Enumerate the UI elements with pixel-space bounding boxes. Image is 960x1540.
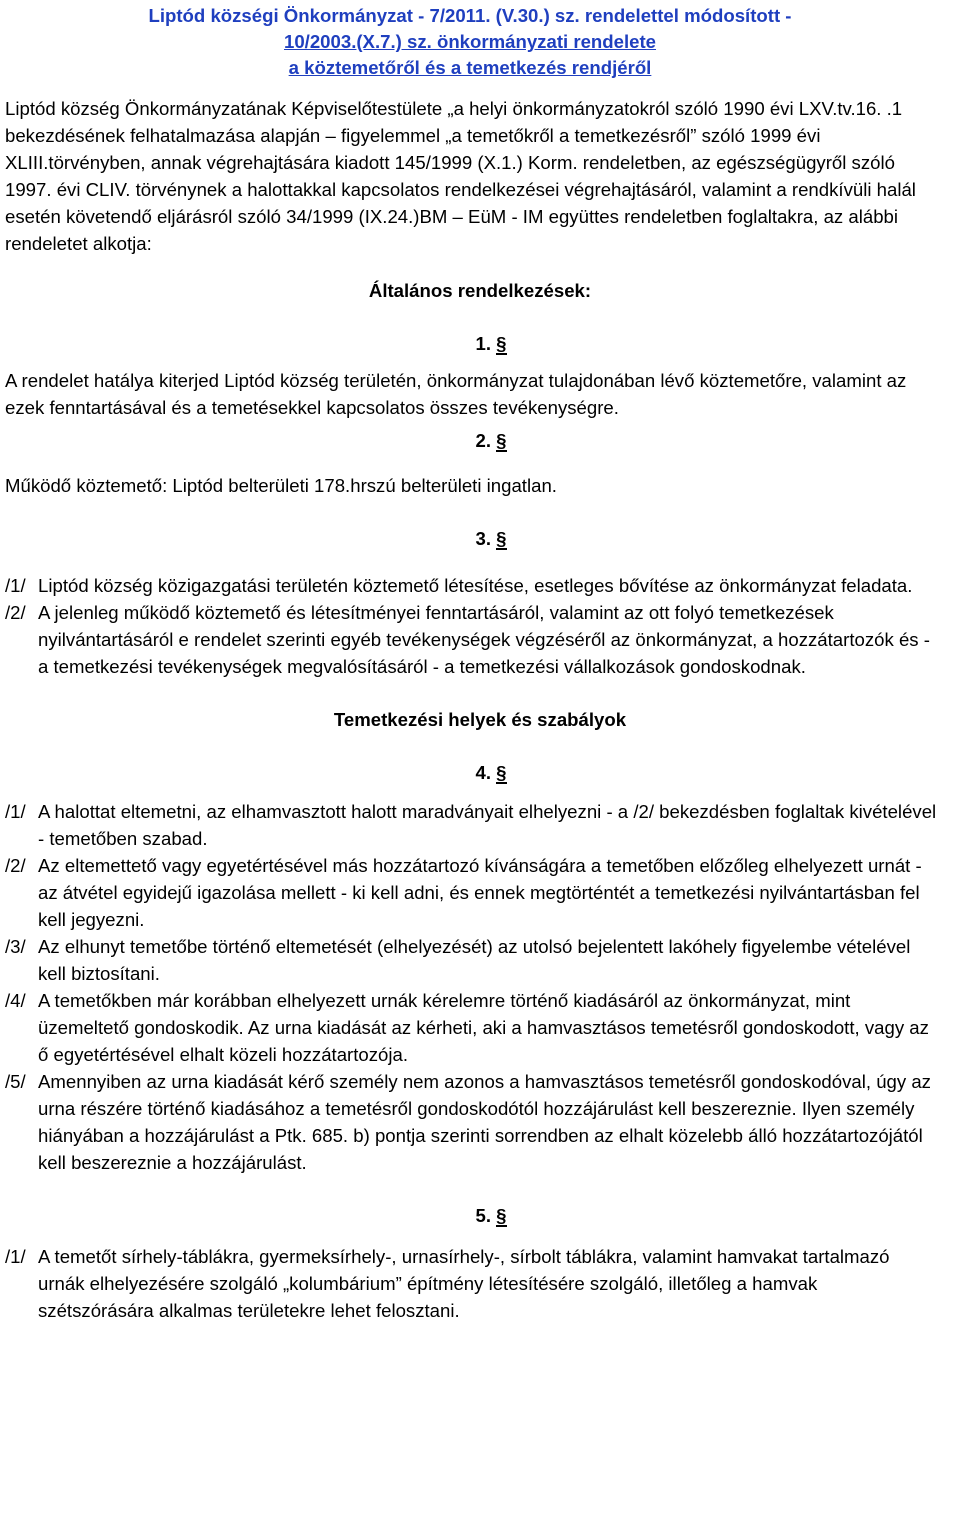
document-title: [60, 3, 880, 81]
list-item: [5, 933, 938, 987]
section-heading-burial: Temetkezési helyek és szabályok: [333, 709, 627, 730]
paragraph-4-list: [0, 798, 960, 1176]
list-item: [5, 987, 938, 1068]
section-heading-general: Általános rendelkezések:: [368, 280, 592, 301]
item-number: /2/: [5, 602, 26, 623]
item-text: A halottat eltemetni, az elhamvasztott halott maradványait elhelyezni - a /2/ bekezdésben foglaltak kivételével - temetőben szabad.: [38, 801, 937, 849]
list-item: [5, 599, 938, 680]
list-item: [5, 852, 938, 933]
paragraph-number-3: 3. §: [475, 528, 507, 549]
item-text: Amennyiben az urna kiadását kérő személy nem azonos a hamvasztásos temetésről gondoskodóval, úgy az urna részére történő kiadásához a temetésről gondoskodótól hozzájárulást kell beszereznie. Ilyen személy hiányában a hozzájárulást a Ptk. 685. b) pontja szerinti sorrendben az elhalt közelebb álló hozzátartozójától kell beszereznie a hozzájárulást.: [38, 1071, 931, 1173]
item-text: Liptód község közigazgatási területén köztemető létesítése, esetleges bővítése az önkormányzat feladata.: [38, 575, 913, 596]
section-sign-icon: §: [496, 762, 507, 783]
item-text: A temetőt sírhely-táblákra, gyermeksírhely-, urnasírhely-, sírbolt táblákra, valamint hamvakat tartalmazó urnák elhelyezésére szolgáló „kolumbárium” építmény létesítésére szolgáló, illetőleg a hamvak szétszórására alkalmas területekre lehet felosztani.: [38, 1246, 890, 1321]
list-item: [5, 798, 938, 852]
paragraph-1-text: A rendelet hatálya kiterjed Liptód község területén, önkormányzat tulajdonában lévő köztemetőre, valamint az ezek fenntartásával és a temetésekkel kapcsolatos összes tevékenységre.: [5, 370, 907, 418]
paragraph-number-2: 2. §: [475, 430, 507, 451]
paragraph-5-list: [0, 1243, 960, 1324]
item-text: Az elhunyt temetőbe történő eltemetését (elhelyezését) az utolsó bejelentett lakóhely figyelembe vételével kell biztosítani.: [38, 936, 911, 984]
list-item: [5, 572, 938, 599]
section-sign-icon: §: [496, 430, 507, 451]
item-number: /1/: [5, 575, 26, 596]
list-item: [5, 1243, 938, 1324]
paragraph-number-5: 5. §: [475, 1205, 507, 1226]
item-text: Az eltemettető vagy egyetértésével más hozzátartozó kívánságára a temetőben előzőleg elhelyezett urnát - az átvétel egyidejű igazolása mellett - ki kell adni, és ennek megtörténtét a temetkezési nyilvántartásban fel kell jegyezni.: [38, 855, 922, 930]
item-number: /4/: [5, 990, 26, 1011]
item-text: A jelenleg működő köztemető és létesítményei fenntartásáról, valamint az ott folyó temetkezések nyilvántartásáról e rendelet szerinti egyéb tevékenységek végzéséről az önkormányzat, a hozzátartozók és - a temetkezési tevékenységek megvalósításáról - a temetkezési vállalkozások gondoskodnak.: [38, 602, 930, 677]
item-number: /3/: [5, 936, 26, 957]
section-sign-icon: §: [496, 1205, 507, 1226]
paragraph-number-4: 4. §: [475, 762, 507, 783]
title-line-2: 10/2003.(X.7.) sz. önkormányzati rendelete: [283, 31, 657, 52]
list-item: [5, 1068, 938, 1176]
paragraph-3-list: [0, 572, 960, 680]
title-line-3: a köztemetőről és a temetkezés rendjéről: [288, 57, 652, 78]
item-number: /2/: [5, 855, 26, 876]
item-number: /1/: [5, 801, 26, 822]
section-sign-icon: §: [496, 528, 507, 549]
item-text: A temetőkben már korábban elhelyezett urnák kérelemre történő kiadásáról az önkormányzat, mint üzemeltető gondoskodik. Az urna kiadását az kérheti, aki a hamvasztásos temetésről gondoskodott, vagy az ő egyetértésével elhalt közeli hozzátartozója.: [38, 990, 929, 1065]
preamble: Liptód község Önkormányzatának Képviselőtestülete „a helyi önkormányzatokról szóló 1990 évi LXV.tv.16. .1 bekezdésének felhatalmazása alapján – figyelemmel „a temetőkről a temetkezésről” szóló 1999 évi XLIII.törvényben, annak végrehajtására kiadott 145/1999 (X.1.) Korm. rendeletben, az egészségügyről szóló 1997. évi CLIV. törvénynek a halottakkal kapcsolatos rendelkezései végrehajtásáról, valamint a rendkívüli halál esetén követendő eljárásról szóló 34/1999 (IX.24.)BM – EüM - IM együttes rendeletben foglaltakra, az alábbi rendeletet alkotja:: [5, 98, 916, 254]
item-number: /5/: [5, 1071, 26, 1092]
paragraph-2-text: Működő köztemető: Liptód belterületi 178.hrszú belterületi ingatlan.: [5, 475, 557, 496]
paragraph-number-1: 1. §: [475, 333, 507, 354]
section-sign-icon: §: [496, 333, 507, 354]
item-number: /1/: [5, 1246, 26, 1267]
title-line-1: Liptód községi Önkormányzat - 7/2011. (V.30.) sz. rendelettel módosított -: [148, 5, 792, 26]
